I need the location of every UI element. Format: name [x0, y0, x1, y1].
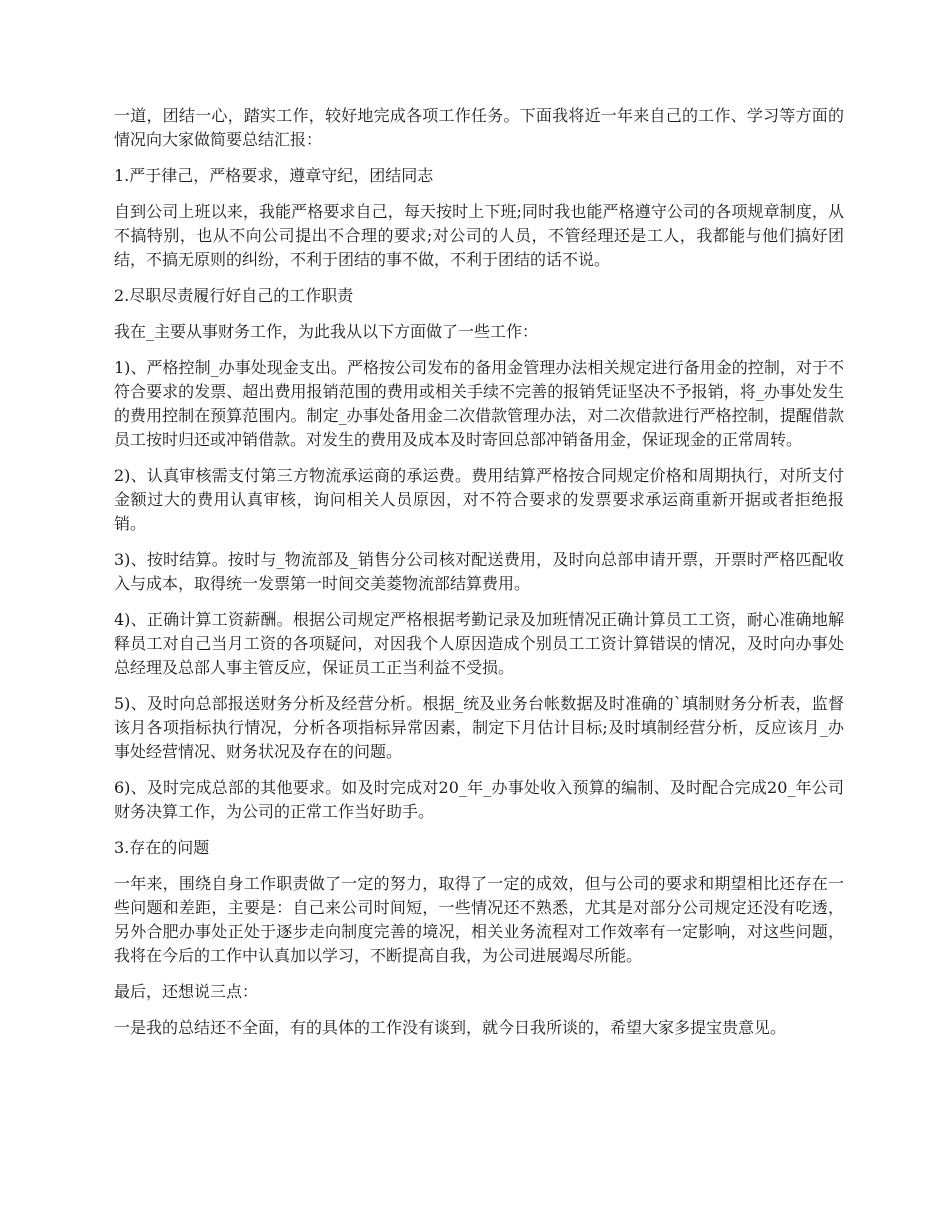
document-body [114, 104, 844, 1052]
intro-paragraph: 一道，团结一心，踏实工作，较好地完成各项工作任务。下面我将近一年来自己的工作、学习等方面的情况向大家做简要总结汇报： [114, 106, 844, 149]
section-heading-3: 3.存在的问题 [114, 838, 210, 857]
body-paragraph: 一年来，围绕自身工作职责做了一定的努力，取得了一定的成效，但与公司的要求和期望相比还存在一些问题和差距，主要是：自己来公司时间短，一些情况还不熟悉，尤其是对部分公司规定还没有吃透，另外合肥办事处正处于逐步走向制度完善的境况，相关业务流程对工作效率有一定影响，对这些问题，我将在今后的工作中认真加以学习，不断提高自我，为公司进展竭尽所能。 [114, 874, 844, 965]
list-item-1: 1)、严格控制_办事处现金支出。严格按公司发布的备用金管理办法相关规定进行备用金的控制，对于不符合要求的发票、超出费用报销范围的费用或相关手续不完善的报销凭证坚决不予报销，将_办事处发生的费用控制在预算范围内。制定_办事处备用金二次借款管理办法，对二次借款进行严格控制，提醒借款员工按时归还或冲销借款。对发生的费用及成本及时寄回总部冲销备用金，保证现金的正常周转。 [114, 358, 844, 449]
list-item-2: 2)、认真审核需支付第三方物流承运商的承运费。费用结算严格按合同规定价格和周期执行，对所支付金额过大的费用认真审核，询问相关人员原因，对不符合要求的发票要求承运商重新开据或者拒绝报销。 [114, 466, 844, 533]
list-item-3: 3)、按时结算。按时与_物流部及_销售分公司核对配送费用，及时向总部申请开票，开票时严格匹配收入与成本，取得统一发票第一时间交美菱物流部结算费用。 [114, 550, 844, 593]
list-item-5: 5)、及时向总部报送财务分析及经营分析。根据_统及业务台帐数据及时准确的`填制财务分析表，监督该月各项指标执行情况，分析各项指标异常因素，制定下月估计目标;及时填制经营分析，反应该月_办事处经营情况、财务状况及存在的问题。 [114, 694, 844, 761]
list-item-6: 6)、及时完成总部的其他要求。如及时完成对20_年_办事处收入预算的编制、及时配合完成20_年公司财务决算工作，为公司的正常工作当好助手。 [114, 778, 844, 821]
body-paragraph: 一是我的总结还不全面，有的具体的工作没有谈到，就今日我所谈的，希望大家多提宝贵意见。 [114, 1018, 787, 1037]
section-heading-2: 2.尽职尽责履行好自己的工作职责 [114, 286, 354, 305]
list-item-4: 4)、正确计算工资薪酬。根据公司规定严格根据考勤记录及加班情况正确计算员工工资，耐心准确地解释员工对自己当月工资的各项疑问，对因我个人原因造成个别员工工资计算错误的情况，及时向办事处总经理及总部人事主管反应，保证员工正当利益不受损。 [114, 610, 844, 677]
body-paragraph: 我在_主要从事财务工作，为此我从以下方面做了一些工作： [114, 322, 539, 341]
section-heading-1: 1.严于律己，严格要求，遵章守纪，团结同志 [114, 166, 434, 185]
body-paragraph: 自到公司上班以来，我能严格要求自己，每天按时上下班;同时我也能严格遵守公司的各项规章制度，从不搞特别，也从不向公司提出不合理的要求;对公司的人员，不管经理还是工人，我都能与他们搞好团结，不搞无原则的纠纷，不利于团结的事不做，不利于团结的话不说。 [114, 202, 844, 269]
body-paragraph: 最后，还想说三点： [114, 982, 259, 1001]
